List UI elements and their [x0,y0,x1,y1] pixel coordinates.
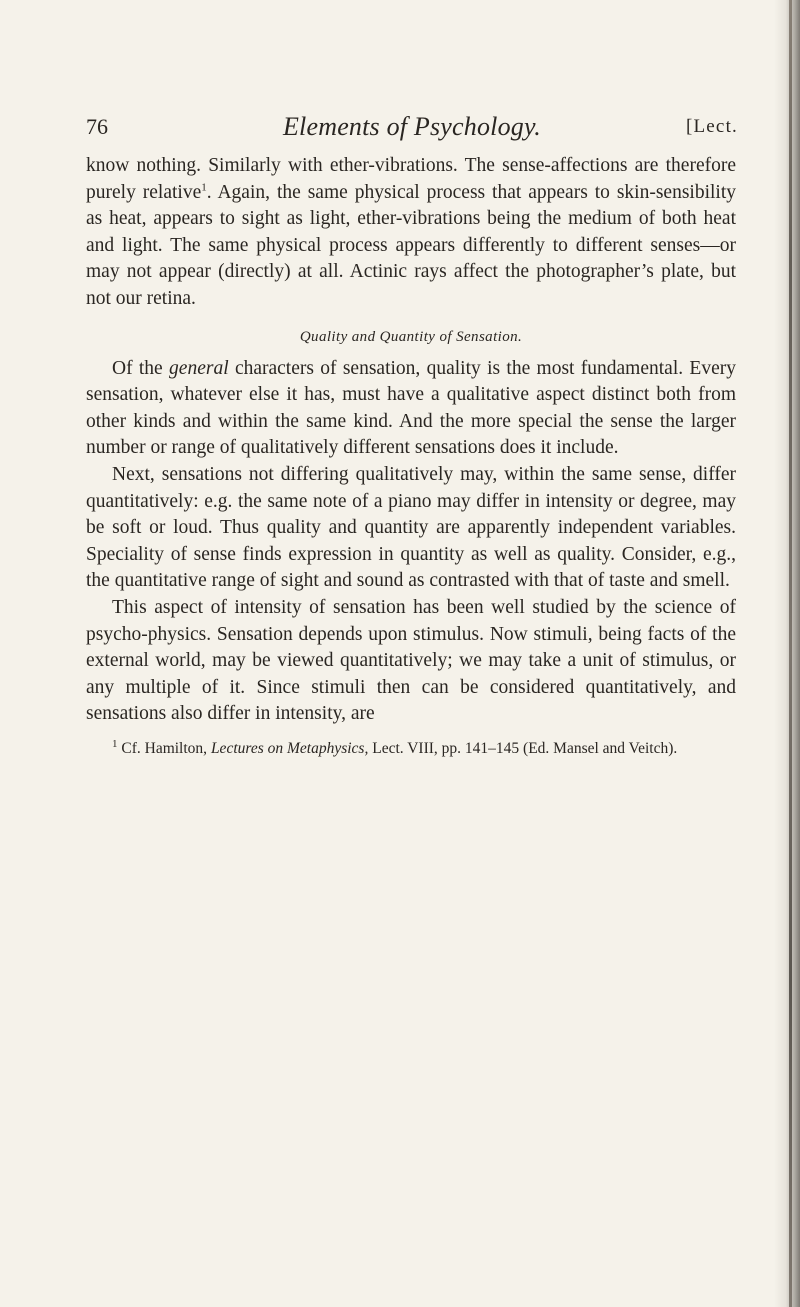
footnote [86,738,736,759]
footnote-work-title: Lectures on Metaphysics, [210,739,369,757]
paragraph-continuation [86,153,736,313]
page-edge-line [789,0,792,1307]
footnote-marker: 1 [112,737,118,750]
running-header [86,114,738,146]
running-section: [Lect. [685,116,738,137]
paragraph-text: know nothing. Similarly with ether-vibrations. The sense-affections are therefore purely relative [86,155,736,203]
footnote-text: Cf. Hamilton, [117,739,211,757]
paragraph-text: characters of sensation, quality is the most fundamental. Every sensation, whatever else it has, must have a qualitative aspect distinct both from other kinds and within the same kind. And the more special the sense the larger number or range of qualitatively different sensations does it include. [86,357,736,459]
footnote-text: Lect. VIII, pp. 141–145 (Ed. Mansel and Veitch). [368,739,678,757]
footnote-reference: 1 [201,181,207,194]
page-number: 76 [86,114,108,139]
paragraph-text: Of the [112,357,170,379]
running-title: Elements of Psychology. [282,112,542,141]
paragraph-text: . Again, the same physical process that appears to skin-sensibility as heat, appears to sight as light, ether-vibrations being the medium of both heat and light. The same physical process appears differently to different senses—or may not appear (directly) at all. Actinic rays affect the photographer’s plate, but not our retina. [86,181,737,309]
section-heading: Quality and Quantity of Sensation. [299,328,523,345]
page-edge-shadow [774,0,800,1307]
body-text [86,153,736,759]
emphasis-text: general [169,357,229,379]
paragraph-quantity: Next, sensations not differing qualitatively may, within the same sense, differ quantitatively: e.g. the same note of a piano may differ in intensity or degree, may be soft or loud. Thus quality and quantity are apparently independent variables. Speciality of sense finds expression in quantity as well as quality. Consider, e.g., the quantitative range of sight and sound as contrasted with that of taste and smell. [86,463,736,592]
paragraph-quality [86,356,736,462]
paragraph-intensity: This aspect of intensity of sensation has been well studied by the science of psycho-physics. Sensation depends upon stimulus. Now stimuli, being facts of the external world, may be viewed quantitatively; we may take a unit of stimulus, or any multiple of it. Since stimuli then can be considered quantitatively, and sensations also differ in intensity, are [86,596,736,725]
